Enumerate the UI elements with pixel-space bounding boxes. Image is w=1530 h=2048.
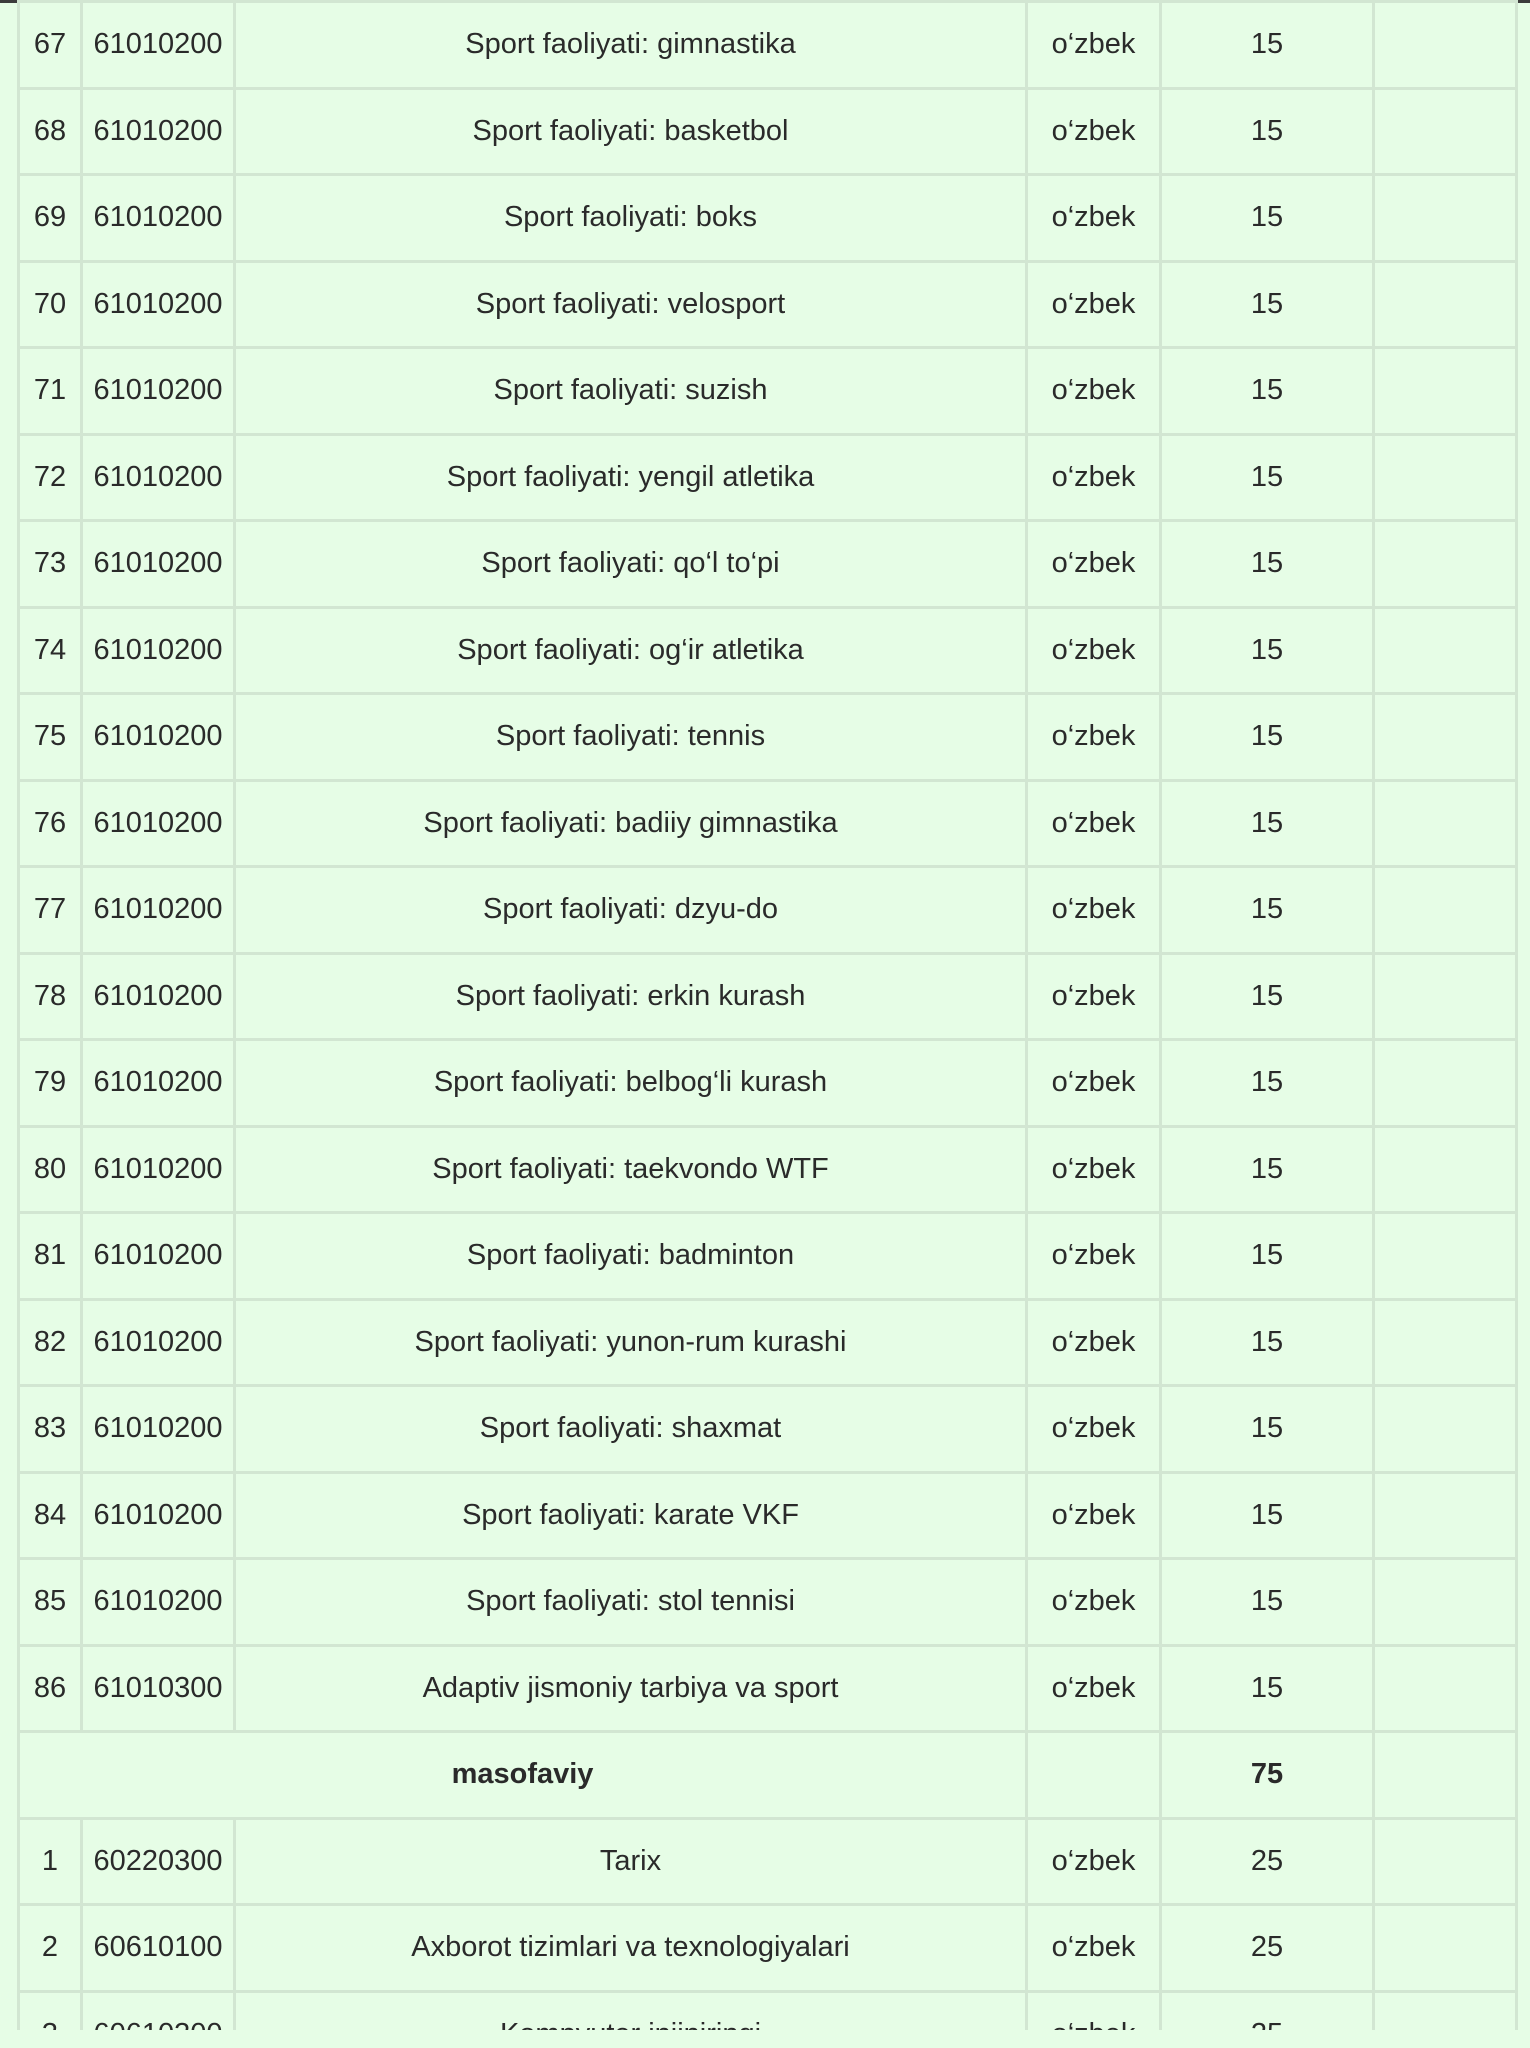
row-quota: 15 xyxy=(1161,1386,1374,1473)
row-name: Sport faoliyati: shaxmat xyxy=(235,1386,1027,1473)
row-quota: 15 xyxy=(1161,1472,1374,1559)
section-row xyxy=(19,1732,1517,1819)
row-code: 61010200 xyxy=(82,1386,235,1473)
row-language: o‘zbek xyxy=(1027,1213,1161,1300)
row-name: Sport faoliyati: tennis xyxy=(235,694,1027,781)
row-language: o‘zbek xyxy=(1027,867,1161,954)
row-quota: 15 xyxy=(1161,1213,1374,1300)
row-quota: 15 xyxy=(1161,261,1374,348)
row-quota: 15 xyxy=(1161,175,1374,262)
row-code: 61010200 xyxy=(82,953,235,1040)
bottom-margin xyxy=(0,2030,1530,2048)
row-name: Sport faoliyati: stol tennisi xyxy=(235,1559,1027,1646)
row-language: o‘zbek xyxy=(1027,1299,1161,1386)
row-quota: 15 xyxy=(1161,348,1374,435)
table-row xyxy=(19,1559,1517,1646)
row-code: 60220300 xyxy=(82,1818,235,1905)
row-language: o‘zbek xyxy=(1027,953,1161,1040)
row-number: 86 xyxy=(19,1645,82,1732)
row-quota: 15 xyxy=(1161,1559,1374,1646)
row-quota: 15 xyxy=(1161,1126,1374,1213)
row-extra xyxy=(1374,1040,1517,1127)
row-number: 81 xyxy=(19,1213,82,1300)
row-name: Sport faoliyati: taekvondo WTF xyxy=(235,1126,1027,1213)
row-quota: 25 xyxy=(1161,1905,1374,1992)
row-language: o‘zbek xyxy=(1027,261,1161,348)
row-name: Sport faoliyati: yunon-rum kurashi xyxy=(235,1299,1027,1386)
row-name: Sport faoliyati: gimnastika xyxy=(235,2,1027,89)
row-language: o‘zbek xyxy=(1027,1645,1161,1732)
row-code: 61010200 xyxy=(82,1040,235,1127)
row-extra xyxy=(1374,88,1517,175)
table-row xyxy=(19,175,1517,262)
row-extra xyxy=(1374,1645,1517,1732)
row-extra xyxy=(1374,1213,1517,1300)
table-row xyxy=(19,261,1517,348)
row-name: Sport faoliyati: badiiy gimnastika xyxy=(235,780,1027,867)
section-language-empty xyxy=(1027,1732,1161,1819)
row-extra xyxy=(1374,1559,1517,1646)
row-name: Sport faoliyati: badminton xyxy=(235,1213,1027,1300)
row-name: Sport faoliyati: velosport xyxy=(235,261,1027,348)
row-language: o‘zbek xyxy=(1027,1559,1161,1646)
row-code: 61010200 xyxy=(82,867,235,954)
row-extra xyxy=(1374,2,1517,89)
section-total: 75 xyxy=(1161,1732,1374,1819)
row-extra xyxy=(1374,175,1517,262)
table-row xyxy=(19,88,1517,175)
table-row xyxy=(19,2,1517,89)
section-label: masofaviy xyxy=(19,1732,1027,1819)
row-extra xyxy=(1374,521,1517,608)
row-number: 85 xyxy=(19,1559,82,1646)
row-code: 61010200 xyxy=(82,1299,235,1386)
table-row xyxy=(19,607,1517,694)
row-name: Sport faoliyati: belbog‘li kurash xyxy=(235,1040,1027,1127)
row-language: o‘zbek xyxy=(1027,1126,1161,1213)
row-code: 61010200 xyxy=(82,1126,235,1213)
row-extra xyxy=(1374,780,1517,867)
row-name: Sport faoliyati: erkin kurash xyxy=(235,953,1027,1040)
table-row xyxy=(19,1818,1517,1905)
table-row xyxy=(19,694,1517,781)
row-language: o‘zbek xyxy=(1027,2,1161,89)
row-language: o‘zbek xyxy=(1027,175,1161,262)
table-row xyxy=(19,780,1517,867)
row-number: 74 xyxy=(19,607,82,694)
row-code: 61010200 xyxy=(82,1213,235,1300)
row-number: 78 xyxy=(19,953,82,1040)
row-name: Axborot tizimlari va texnologiyalari xyxy=(235,1905,1027,1992)
row-name: Sport faoliyati: qo‘l to‘pi xyxy=(235,521,1027,608)
row-quota: 15 xyxy=(1161,521,1374,608)
row-extra xyxy=(1374,1472,1517,1559)
row-extra xyxy=(1374,1299,1517,1386)
row-quota: 15 xyxy=(1161,780,1374,867)
row-number: 82 xyxy=(19,1299,82,1386)
row-extra xyxy=(1374,607,1517,694)
row-code: 61010200 xyxy=(82,175,235,262)
row-extra xyxy=(1374,348,1517,435)
row-number: 83 xyxy=(19,1386,82,1473)
row-code: 61010200 xyxy=(82,261,235,348)
row-number: 67 xyxy=(19,2,82,89)
row-name: Sport faoliyati: basketbol xyxy=(235,88,1027,175)
table-row xyxy=(19,348,1517,435)
row-extra xyxy=(1374,1386,1517,1473)
row-extra xyxy=(1374,1732,1517,1819)
row-extra xyxy=(1374,953,1517,1040)
row-number: 84 xyxy=(19,1472,82,1559)
row-code: 61010200 xyxy=(82,348,235,435)
row-extra xyxy=(1374,434,1517,521)
row-code: 61010200 xyxy=(82,780,235,867)
row-extra xyxy=(1374,694,1517,781)
row-name: Sport faoliyati: suzish xyxy=(235,348,1027,435)
row-quota: 15 xyxy=(1161,1645,1374,1732)
row-code: 61010200 xyxy=(82,607,235,694)
table-row xyxy=(19,1299,1517,1386)
row-name: Sport faoliyati: karate VKF xyxy=(235,1472,1027,1559)
row-quota: 15 xyxy=(1161,88,1374,175)
row-language: o‘zbek xyxy=(1027,1472,1161,1559)
row-name: Sport faoliyati: yengil atletika xyxy=(235,434,1027,521)
row-number: 71 xyxy=(19,348,82,435)
row-quota: 15 xyxy=(1161,953,1374,1040)
table-row xyxy=(19,1645,1517,1732)
row-number: 76 xyxy=(19,780,82,867)
row-extra xyxy=(1374,1126,1517,1213)
row-name: Adaptiv jismoniy tarbiya va sport xyxy=(235,1645,1027,1732)
row-quota: 25 xyxy=(1161,1818,1374,1905)
row-number: 69 xyxy=(19,175,82,262)
row-number: 80 xyxy=(19,1126,82,1213)
row-code: 60610100 xyxy=(82,1905,235,1992)
row-extra xyxy=(1374,1818,1517,1905)
table-row xyxy=(19,867,1517,954)
table-row xyxy=(19,1472,1517,1559)
row-code: 61010200 xyxy=(82,1559,235,1646)
row-language: o‘zbek xyxy=(1027,1818,1161,1905)
table-row xyxy=(19,953,1517,1040)
quota-table-body xyxy=(19,2,1517,2048)
row-language: o‘zbek xyxy=(1027,348,1161,435)
row-language: o‘zbek xyxy=(1027,521,1161,608)
row-language: o‘zbek xyxy=(1027,1905,1161,1992)
row-number: 79 xyxy=(19,1040,82,1127)
row-language: o‘zbek xyxy=(1027,434,1161,521)
row-language: o‘zbek xyxy=(1027,694,1161,781)
table-row xyxy=(19,1040,1517,1127)
table-row xyxy=(19,1126,1517,1213)
table-row xyxy=(19,521,1517,608)
row-number: 75 xyxy=(19,694,82,781)
row-name: Sport faoliyati: og‘ir atletika xyxy=(235,607,1027,694)
row-number: 73 xyxy=(19,521,82,608)
row-code: 61010200 xyxy=(82,1472,235,1559)
row-code: 61010300 xyxy=(82,1645,235,1732)
row-language: o‘zbek xyxy=(1027,607,1161,694)
row-code: 61010200 xyxy=(82,521,235,608)
row-number: 70 xyxy=(19,261,82,348)
row-code: 61010200 xyxy=(82,434,235,521)
row-language: o‘zbek xyxy=(1027,780,1161,867)
row-number: 68 xyxy=(19,88,82,175)
row-language: o‘zbek xyxy=(1027,88,1161,175)
table-row xyxy=(19,1386,1517,1473)
row-number: 72 xyxy=(19,434,82,521)
row-code: 61010200 xyxy=(82,88,235,175)
row-quota: 15 xyxy=(1161,867,1374,954)
row-name: Tarix xyxy=(235,1818,1027,1905)
row-extra xyxy=(1374,261,1517,348)
row-name: Sport faoliyati: boks xyxy=(235,175,1027,262)
row-name: Sport faoliyati: dzyu-do xyxy=(235,867,1027,954)
row-number: 1 xyxy=(19,1818,82,1905)
row-number: 2 xyxy=(19,1905,82,1992)
row-extra xyxy=(1374,867,1517,954)
row-code: 61010200 xyxy=(82,694,235,781)
table-row xyxy=(19,434,1517,521)
row-extra xyxy=(1374,1905,1517,1992)
row-language: o‘zbek xyxy=(1027,1386,1161,1473)
table-row xyxy=(19,1213,1517,1300)
row-quota: 15 xyxy=(1161,607,1374,694)
quota-table xyxy=(17,0,1518,2048)
row-language: o‘zbek xyxy=(1027,1040,1161,1127)
table-row xyxy=(19,1905,1517,1992)
row-code: 61010200 xyxy=(82,2,235,89)
row-number: 77 xyxy=(19,867,82,954)
row-quota: 15 xyxy=(1161,434,1374,521)
row-quota: 15 xyxy=(1161,1299,1374,1386)
row-quota: 15 xyxy=(1161,2,1374,89)
row-quota: 15 xyxy=(1161,694,1374,781)
row-quota: 15 xyxy=(1161,1040,1374,1127)
